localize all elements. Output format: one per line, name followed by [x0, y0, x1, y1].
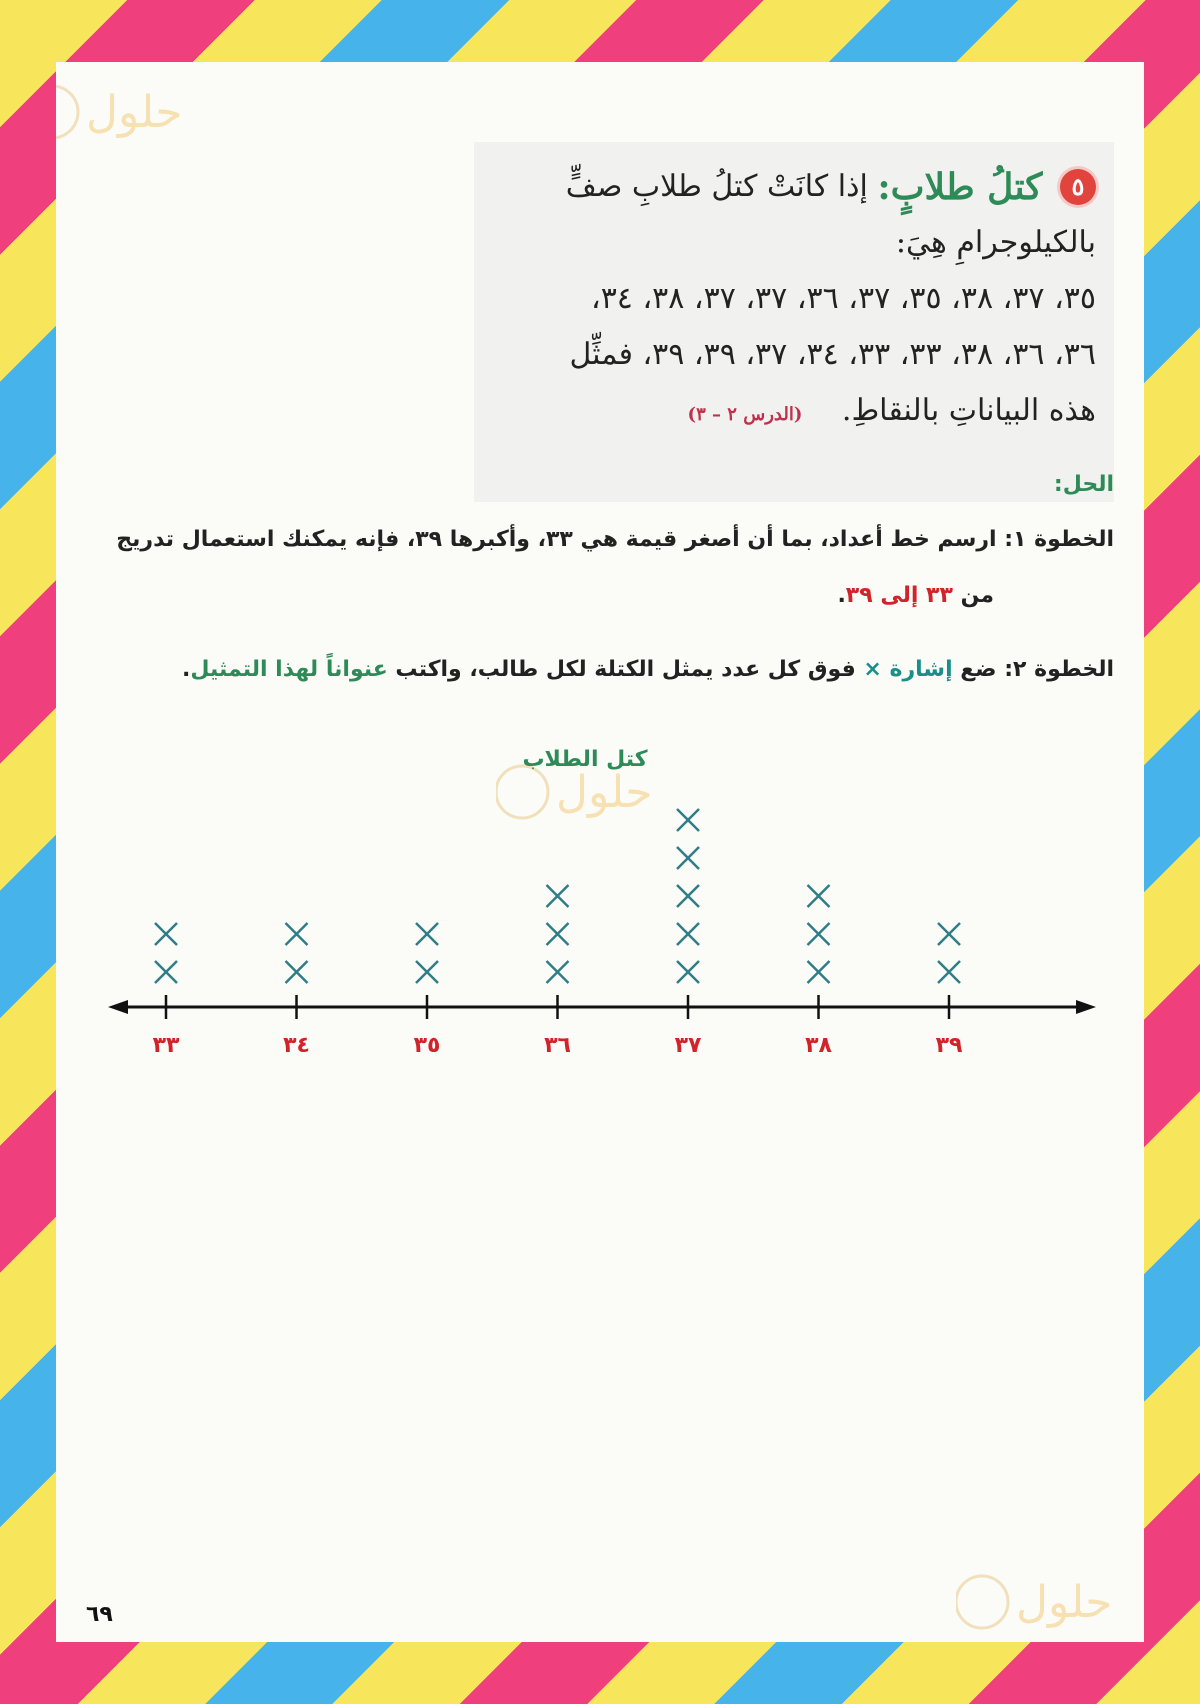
- data-mark-x: [547, 885, 569, 907]
- step-1-prefix: من: [960, 583, 994, 608]
- svg-text:حلول: حلول: [86, 87, 183, 138]
- svg-text:حلول: حلول: [556, 767, 653, 818]
- data-mark-x: [938, 923, 960, 945]
- data-mark-x: [677, 923, 699, 945]
- svg-text:حلول: حلول: [1016, 1577, 1113, 1628]
- solution-label: الحل:: [1053, 472, 1114, 497]
- tick-label: ٣٤: [283, 1033, 310, 1058]
- data-mark-x: [808, 961, 830, 983]
- step-2-prefix: الخطوة ٢: ضع: [960, 657, 1114, 682]
- step-2-mark: إشارة ×: [863, 657, 953, 682]
- data-line-2: ٣٦، ٣٦، ٣٨، ٣٣، ٣٣، ٣٤، ٣٧، ٣٩، ٣٩، فمثِّل: [569, 337, 1096, 372]
- data-mark-x: [286, 923, 308, 945]
- step-1-range: ٣٣ إلى ٣٩: [845, 583, 953, 608]
- data-mark-x: [155, 923, 177, 945]
- data-mark-x: [547, 923, 569, 945]
- problem-last-line: هذه البياناتِ بالنقاطِ.: [841, 393, 1096, 428]
- data-mark-x: [677, 961, 699, 983]
- data-line-1: ٣٥، ٣٧، ٣٨، ٣٥، ٣٧، ٣٦، ٣٧، ٣٧، ٣٨، ٣٤،: [591, 281, 1096, 316]
- data-mark-x: [677, 809, 699, 831]
- tick-label: ٣٧: [674, 1033, 702, 1058]
- problem-line-1: إذا كانَتْ كتلُ طلابِ صفٍّ: [565, 169, 868, 204]
- axis-arrow-left: [108, 1000, 128, 1014]
- step-2-title-word: عنواناً: [325, 657, 388, 682]
- line-plot: [56, 62, 1144, 1062]
- step-1-suffix: .: [837, 583, 846, 608]
- data-mark-x: [286, 961, 308, 983]
- data-mark-x: [677, 847, 699, 869]
- problem-number-badge: ٥: [1060, 169, 1096, 205]
- problem-line-2: بالكيلوجرامِ هِيَ:: [895, 225, 1096, 260]
- data-mark-x: [547, 961, 569, 983]
- step-1-line-a: الخطوة ١: ارسم خط أعداد، بما أن أصغر قيمة هي ٣٣، وأكبرها ٣٩، فإنه يمكنك استعمال تدريج: [116, 527, 1114, 552]
- chart-title: كتل الطلاب: [522, 747, 648, 772]
- tick-label: ٣٥: [413, 1033, 441, 1058]
- data-mark-x: [808, 885, 830, 907]
- problem-title: كتلُ طلابٍ:: [877, 166, 1043, 208]
- data-mark-x: [416, 923, 438, 945]
- data-mark-x: [938, 961, 960, 983]
- step-2-mid: فوق كل عدد يمثل الكتلة لكل طالب، واكتب: [395, 657, 856, 682]
- lesson-reference: (الدرس ٢ – ٣): [687, 404, 803, 425]
- data-mark-x: [677, 885, 699, 907]
- data-mark-x: [416, 961, 438, 983]
- page-number: ٦٩: [86, 1602, 113, 1627]
- axis-arrow-right: [1076, 1000, 1096, 1014]
- watermark-logo-bottom: [956, 1562, 1144, 1642]
- tick-label: ٣٨: [805, 1033, 832, 1058]
- tick-label: ٣٣: [152, 1033, 180, 1058]
- tick-label: ٣٦: [544, 1033, 571, 1058]
- textbook-page: [56, 62, 1144, 1642]
- data-mark-x: [808, 923, 830, 945]
- tick-label: ٣٩: [935, 1033, 963, 1058]
- step-2-end: .: [182, 657, 191, 682]
- data-mark-x: [155, 961, 177, 983]
- step-2-representation: لهذا التمثيل: [190, 657, 319, 682]
